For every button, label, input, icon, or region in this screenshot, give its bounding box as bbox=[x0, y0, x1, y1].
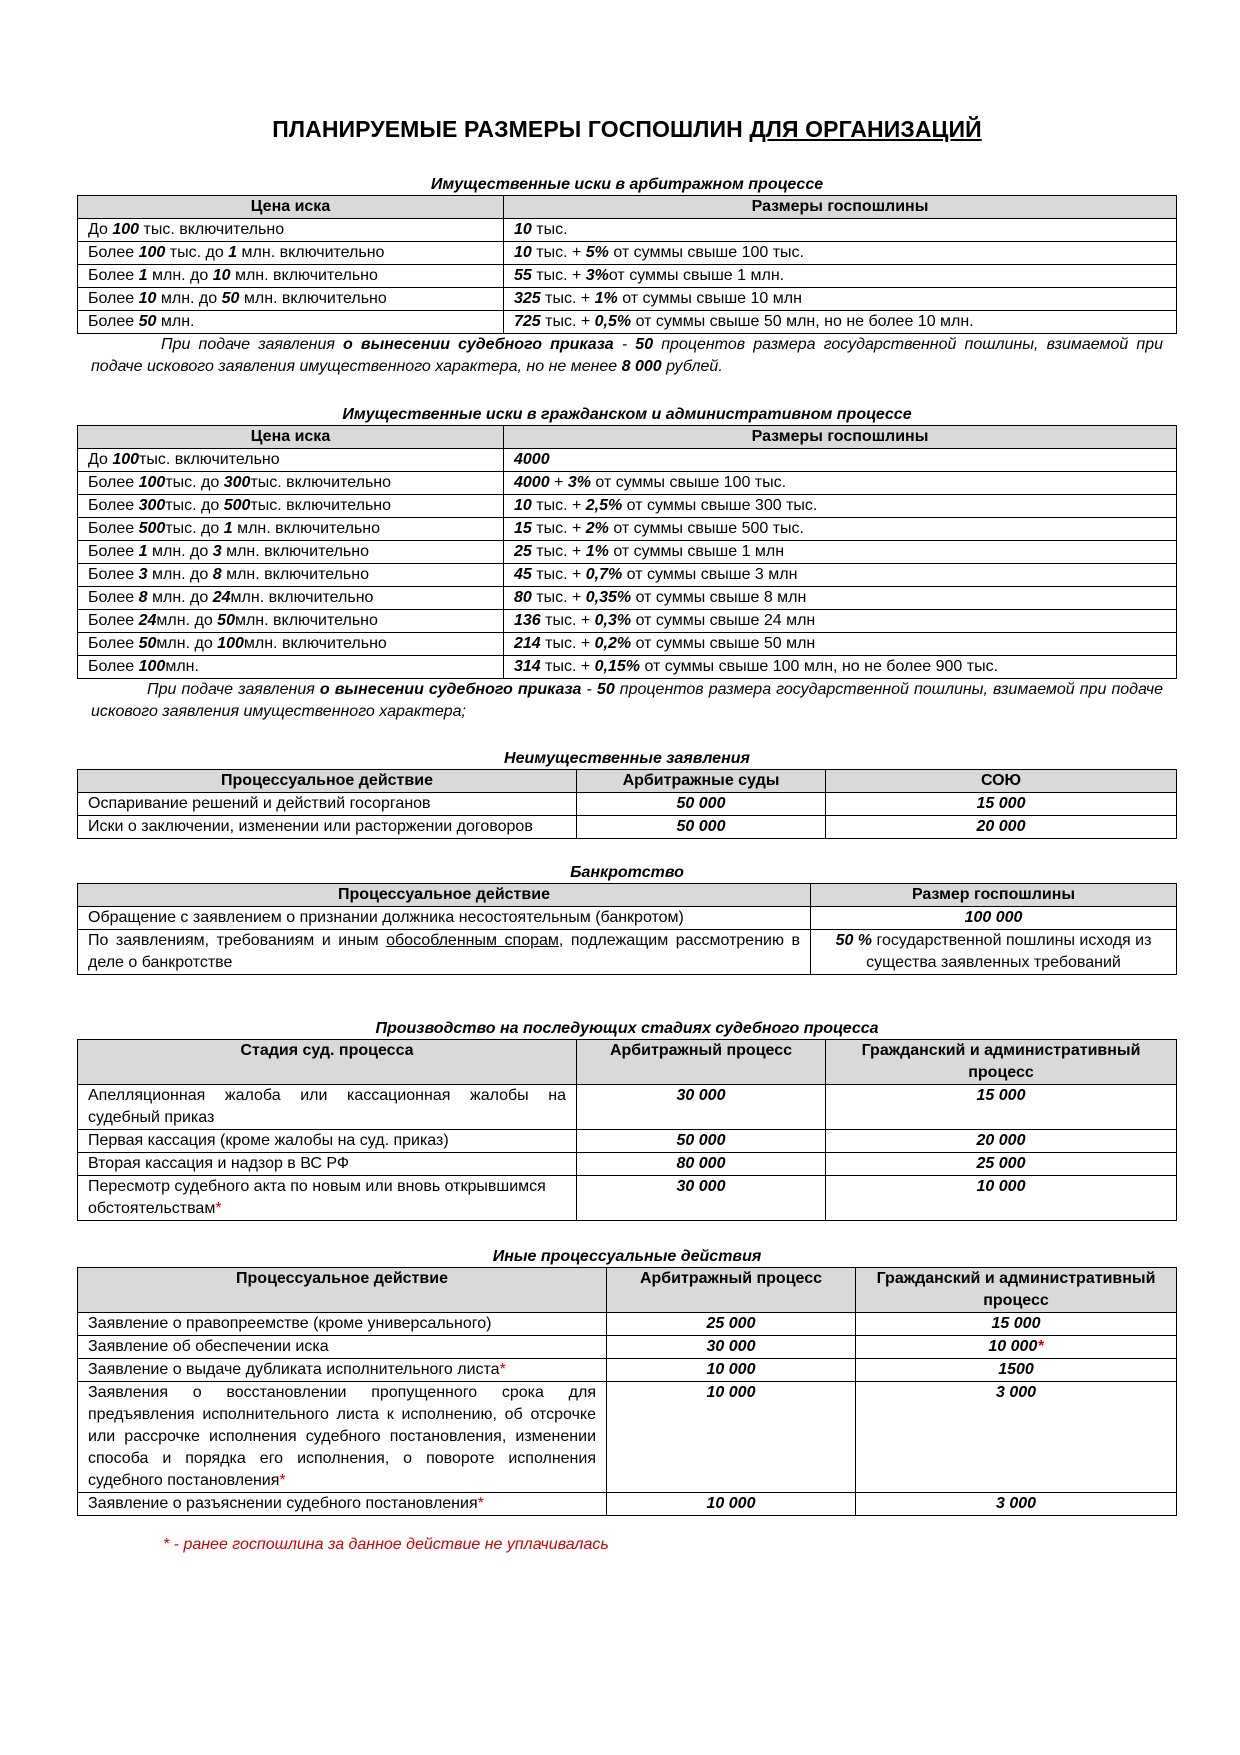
section-caption: Имущественные иски в арбитражном процессе bbox=[430, 176, 824, 193]
table-row: Более 50млн. до 100млн. включительно 214 тыс. + 0,2% от суммы свыше 50 млн bbox=[78, 633, 1177, 656]
claim-price: До 100 тыс. включительно bbox=[78, 219, 504, 242]
table-row: Более 500тыс. до 1 млн. включительно 15 тыс. + 2% от суммы свыше 500 тыс. bbox=[78, 518, 1177, 541]
section-non-property bbox=[77, 748, 1177, 839]
fee-amount: 10 тыс. + 5% от суммы свыше 100 тыс. bbox=[504, 242, 1177, 265]
asterisk-mark: * bbox=[215, 1200, 222, 1217]
column-header: Стадия суд. процесса bbox=[78, 1040, 577, 1085]
table-row: Иски о заключении, изменении или расторжении договоров 50 000 20 000 bbox=[78, 816, 1177, 839]
table-row: Заявление об обеспечении иска 30 000 10 000* bbox=[78, 1336, 1177, 1359]
table-row: До 100тыс. включительно 4000 bbox=[78, 449, 1177, 472]
table-row bbox=[78, 265, 1177, 288]
column-header: Арбитражный процесс bbox=[577, 1040, 826, 1085]
table-row: Пересмотр судебного акта по новым или вновь открывшимся обстоятельствам* 30 000 10 000 bbox=[78, 1176, 1177, 1221]
fee-table bbox=[77, 1039, 1177, 1221]
table-row bbox=[78, 219, 1177, 242]
fee-amount: 55 тыс. + 3%от суммы свыше 1 млн. bbox=[504, 265, 1177, 288]
column-header: Цена иска bbox=[78, 426, 504, 449]
section-other-actions bbox=[77, 1246, 1177, 1516]
fee-table bbox=[77, 425, 1177, 679]
asterisk-mark: * bbox=[477, 1495, 484, 1512]
column-header: Процессуальное действие bbox=[78, 770, 577, 793]
fee-amount: 325 тыс. + 1% от суммы свыше 10 млн bbox=[504, 288, 1177, 311]
column-header: Процессуальное действие bbox=[78, 1268, 607, 1313]
table-row: По заявлениям, требованиям и иным обособленным спорам, подлежащим рассмотрению в деле о банкротстве 50 % государственной пошлины исходя из существа заявленных требований bbox=[78, 930, 1177, 975]
claim-price: Более 100 тыс. до 1 млн. включительно bbox=[78, 242, 504, 265]
section-later-stages bbox=[77, 1018, 1177, 1221]
table-row: Заявления о восстановлении пропущенного срока для предъявления исполнительного листа к исполнению, об отсрочке или рассрочке исполнения судебного постановления, изменении способа и порядка его исполнения, о повороте исполнения судебного постановления* 10 000 3 000 bbox=[78, 1382, 1177, 1493]
page-title: ПЛАНИРУЕМЫЕ РАЗМЕРЫ ГОСПОШЛИН ДЛЯ ОРГАНИЗАЦИЙ bbox=[272, 116, 982, 142]
fee-table bbox=[77, 769, 1177, 839]
section-note: При подаче заявления о вынесении судебного приказа - 50 процентов размера государственной пошлины, взимаемой при подаче искового заявления имущественного характера, но не менее 8 000 рублей. bbox=[91, 336, 1164, 375]
column-header: Гражданский и административный процесс bbox=[826, 1040, 1177, 1085]
fee-table bbox=[77, 195, 1177, 334]
table-row bbox=[78, 242, 1177, 265]
column-header: Размеры госпошлины bbox=[504, 196, 1177, 219]
asterisk-mark: * bbox=[279, 1472, 286, 1489]
table-row bbox=[78, 288, 1177, 311]
asterisk-mark: * bbox=[499, 1361, 506, 1378]
section-caption: Имущественные иски в гражданском и административном процессе bbox=[342, 406, 912, 423]
column-header: СОЮ bbox=[826, 770, 1177, 793]
section-caption: Иные процессуальные действия bbox=[492, 1248, 762, 1265]
asterisk-mark: * bbox=[1037, 1338, 1044, 1355]
table-row: Заявление о разъяснении судебного постановления* 10 000 3 000 bbox=[78, 1493, 1177, 1516]
column-header: Цена иска bbox=[78, 196, 504, 219]
table-row: Более 300тыс. до 500тыс. включительно 10 тыс. + 2,5% от суммы свыше 300 тыс. bbox=[78, 495, 1177, 518]
column-header: Гражданский и административный процесс bbox=[856, 1268, 1177, 1313]
fee-table bbox=[77, 883, 1177, 975]
section-caption: Неимущественные заявления bbox=[504, 750, 750, 767]
table-row: Заявление о выдаче дубликата исполнительного листа* 10 000 1500 bbox=[78, 1359, 1177, 1382]
section-note: При подаче заявления о вынесении судебного приказа - 50 процентов размера государственной пошлины, взимаемой при подаче искового заявления имущественного характера; bbox=[91, 681, 1163, 720]
column-header: Размер госпошлины bbox=[811, 884, 1177, 907]
table-row: Первая кассация (кроме жалобы на суд. приказ) 50 000 20 000 bbox=[78, 1130, 1177, 1153]
table-row: Вторая кассация и надзор в ВС РФ 80 000 25 000 bbox=[78, 1153, 1177, 1176]
table-row: Более 1 млн. до 3 млн. включительно 25 тыс. + 1% от суммы свыше 1 млн bbox=[78, 541, 1177, 564]
fee-amount: 10 тыс. bbox=[504, 219, 1177, 242]
section-caption: Банкротство bbox=[570, 864, 684, 881]
table-row: Обращение с заявлением о признании должника несостоятельным (банкротом) 100 000 bbox=[78, 907, 1177, 930]
claim-price: Более 1 млн. до 10 млн. включительно bbox=[78, 265, 504, 288]
footnote: * - ранее госпошлина за данное действие не уплачивалась bbox=[163, 1536, 609, 1553]
table-row: Более 100млн. 314 тыс. + 0,15% от суммы свыше 100 млн, но не более 900 тыс. bbox=[78, 656, 1177, 679]
column-header: Арбитражный процесс bbox=[607, 1268, 856, 1313]
table-row: Апелляционная жалоба или кассационная жалобы на судебный приказ 30 000 15 000 bbox=[78, 1085, 1177, 1130]
table-row: Более 24млн. до 50млн. включительно 136 тыс. + 0,3% от суммы свыше 24 млн bbox=[78, 610, 1177, 633]
table-row bbox=[78, 311, 1177, 334]
table-row: Более 100тыс. до 300тыс. включительно 4000 + 3% от суммы свыше 100 тыс. bbox=[78, 472, 1177, 495]
column-header: Арбитражные суды bbox=[577, 770, 826, 793]
table-row: Оспаривание решений и действий госорганов 50 000 15 000 bbox=[78, 793, 1177, 816]
section-bankruptcy bbox=[77, 862, 1177, 975]
column-header: Процессуальное действие bbox=[78, 884, 811, 907]
column-header: Размеры госпошлины bbox=[504, 426, 1177, 449]
section-arbitration-property bbox=[77, 174, 1177, 378]
separate-disputes-link[interactable]: обособленным спорам bbox=[386, 932, 559, 949]
claim-price: Более 50 млн. bbox=[78, 311, 504, 334]
table-row: Более 3 млн. до 8 млн. включительно 45 тыс. + 0,7% от суммы свыше 3 млн bbox=[78, 564, 1177, 587]
claim-price: Более 10 млн. до 50 млн. включительно bbox=[78, 288, 504, 311]
fee-amount: 725 тыс. + 0,5% от суммы свыше 50 млн, но не более 10 млн. bbox=[504, 311, 1177, 334]
table-row: Более 8 млн. до 24млн. включительно 80 тыс. + 0,35% от суммы свыше 8 млн bbox=[78, 587, 1177, 610]
section-civil-property bbox=[77, 404, 1177, 723]
fee-table bbox=[77, 1267, 1177, 1516]
section-caption: Производство на последующих стадиях судебного процесса bbox=[375, 1020, 879, 1037]
table-row: Заявление о правопреемстве (кроме универсального) 25 000 15 000 bbox=[78, 1313, 1177, 1336]
